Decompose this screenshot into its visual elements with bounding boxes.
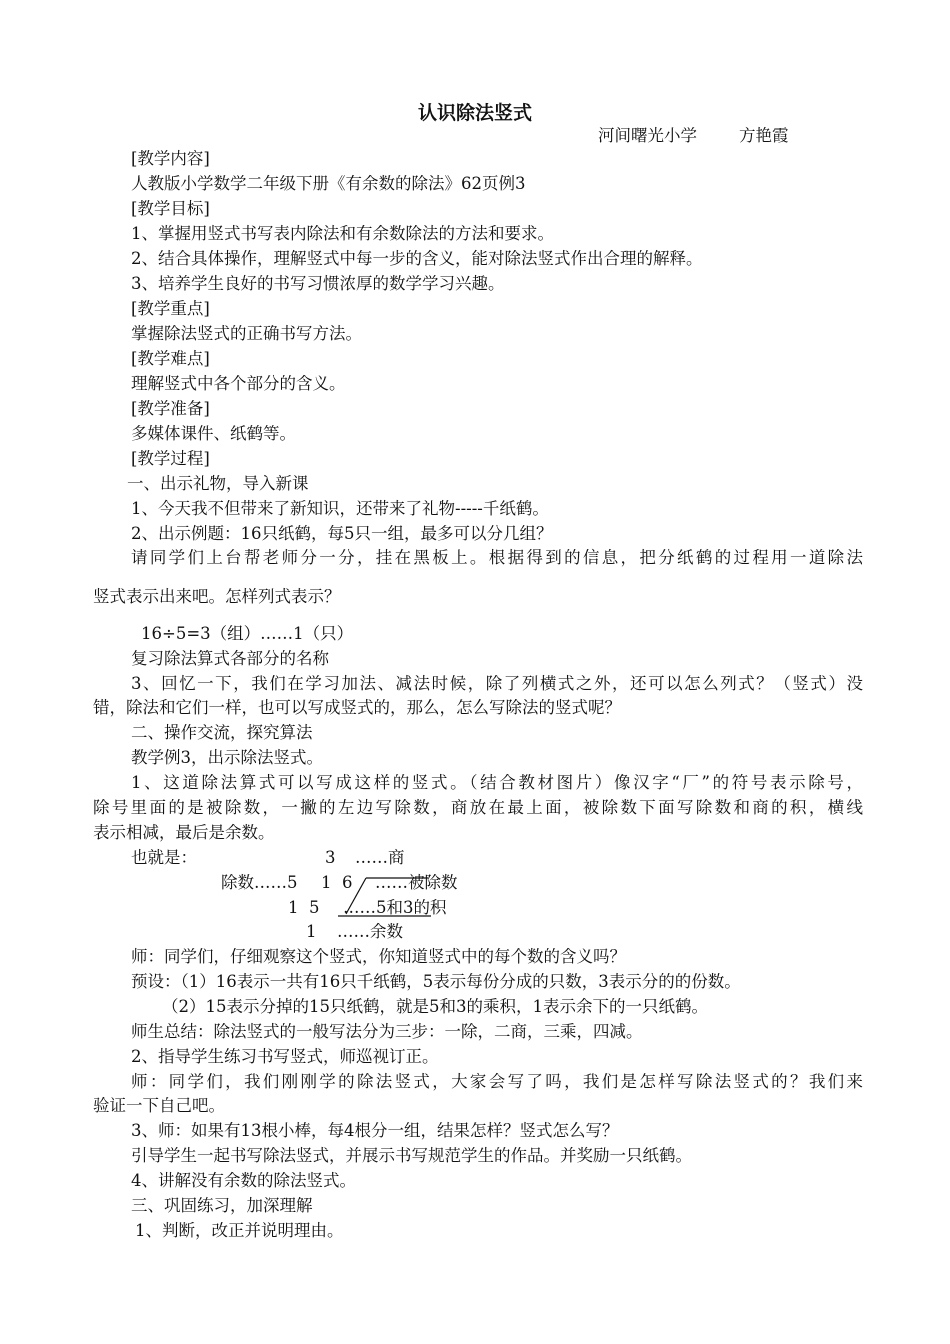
text-line: 验证一下自己吧。 (93, 1096, 225, 1115)
text-line: 1、这道除法算式可以写成这样的竖式。（结合教材图片）像汉字“厂”的符号表示除号， (131, 773, 863, 792)
text-line: 表示相减，最后是余数。 (93, 823, 275, 842)
text-line: 多媒体课件、纸鹤等。 (131, 424, 296, 443)
text-line: 4、讲解没有余数的除法竖式。 (131, 1171, 356, 1190)
text-line: 除号里面的是被除数，一撇的左边写除数，商放在最上面，被除数下面写除数和商的积，横线 (93, 798, 863, 817)
section-heading-goals: [教学目标] (131, 199, 210, 218)
text-line: 1、判断，改正并说明理由。 (135, 1221, 344, 1240)
division-product: 1 5 (288, 898, 320, 917)
section-heading-process: [教学过程] (131, 449, 210, 468)
division-remainder: 1 (306, 922, 317, 941)
text-line: 理解竖式中各个部分的含义。 (131, 374, 346, 393)
division-product-note: ……5和3的积 (343, 898, 447, 917)
text-line: 2、指导学生练习书写竖式，师巡视订正。 (131, 1047, 439, 1066)
equation-line: 16÷5=3（组）……1（只） (141, 624, 354, 643)
division-quotient: 3 (325, 848, 336, 867)
text-line: 师：同学们，仔细观察这个竖式，你知道竖式中的每个数的含义吗？ (131, 947, 626, 966)
section-heading-difficulties: [教学难点] (131, 349, 210, 368)
division-quotient-note: ……商 (355, 848, 405, 867)
text-line: 三、巩固练习，加深理解 (131, 1196, 313, 1215)
text-line: 教学例3，出示除法竖式。 (131, 748, 323, 767)
text-line: 也就是： (131, 848, 197, 867)
document-title: 认识除法竖式 (417, 102, 532, 124)
text-line: （2）15表示分掉的15只纸鹤，就是5和3的乘积，1表示余下的一只纸鹤。 (162, 997, 708, 1016)
text-line: 引导学生一起书写除法竖式，并展示书写规范学生的作品。并奖励一只纸鹤。 (131, 1146, 692, 1165)
division-divisor-label: 除数……5 (221, 873, 298, 892)
text-line: 一、出示礼物，导入新课 (127, 474, 309, 493)
section-heading-key-points: [教学重点] (131, 299, 210, 318)
text-line: 师生总结：除法竖式的一般写法分为三步：一除，二商，三乘，四减。 (131, 1022, 643, 1041)
text-line: 3、培养学生良好的书写习惯浓厚的数学学习兴趣。 (131, 274, 505, 293)
division-remainder-note: ……余数 (337, 922, 403, 941)
text-line: 竖式表示出来吧。怎样列式表示？ (93, 587, 341, 606)
text-line: 3、回忆一下，我们在学习加法、减法时候，除了列横式之外，还可以怎么列式？（竖式）没 (131, 674, 863, 693)
text-line: 复习除法算式各部分的名称 (131, 649, 329, 668)
text-line: 掌握除法竖式的正确书写方法。 (131, 324, 362, 343)
text-line: 预设：（1）16表示一共有16只千纸鹤，5表示每份分成的只数，3表示分的的份数。 (131, 972, 741, 991)
section-heading-content: [教学内容] (131, 149, 210, 168)
text-line: 1、掌握用竖式书写表内除法和有余数除法的方法和要求。 (131, 224, 554, 243)
text-line: 人教版小学数学二年级下册《有余数的除法》62页例3 (131, 174, 526, 193)
text-line: 错，除法和它们一样，也可以写成竖式的，那么，怎么写除法的竖式呢？ (93, 698, 621, 717)
division-dividend-note: ……被除数 (375, 873, 458, 892)
division-dividend: 1 6 (321, 873, 353, 892)
text-line: 请同学们上台帮老师分一分，挂在黑板上。根据得到的信息，把分纸鹤的过程用一道除法 (131, 548, 863, 567)
author-line: 河间曙光小学 方艳霞 (598, 126, 789, 145)
text-line: 2、出示例题：16只纸鹤，每5只一组，最多可以分几组？ (131, 524, 553, 543)
text-line: 师：同学们，我们刚刚学的除法竖式，大家会写了吗，我们是怎样写除法竖式的？我们来 (131, 1072, 863, 1091)
text-line: 3、师：如果有13根小棒，每4根分一组，结果怎样？竖式怎么写？ (131, 1121, 619, 1140)
text-line: 2、结合具体操作，理解竖式中每一步的含义，能对除法竖式作出合理的解释。 (131, 249, 703, 268)
division-bracket-slash (346, 878, 366, 914)
text-line: 1、今天我不但带来了新知识，还带来了礼物-----千纸鹤。 (131, 499, 549, 518)
section-heading-preparation: [教学准备] (131, 399, 210, 418)
text-line: 二、操作交流，探究算法 (131, 723, 313, 742)
